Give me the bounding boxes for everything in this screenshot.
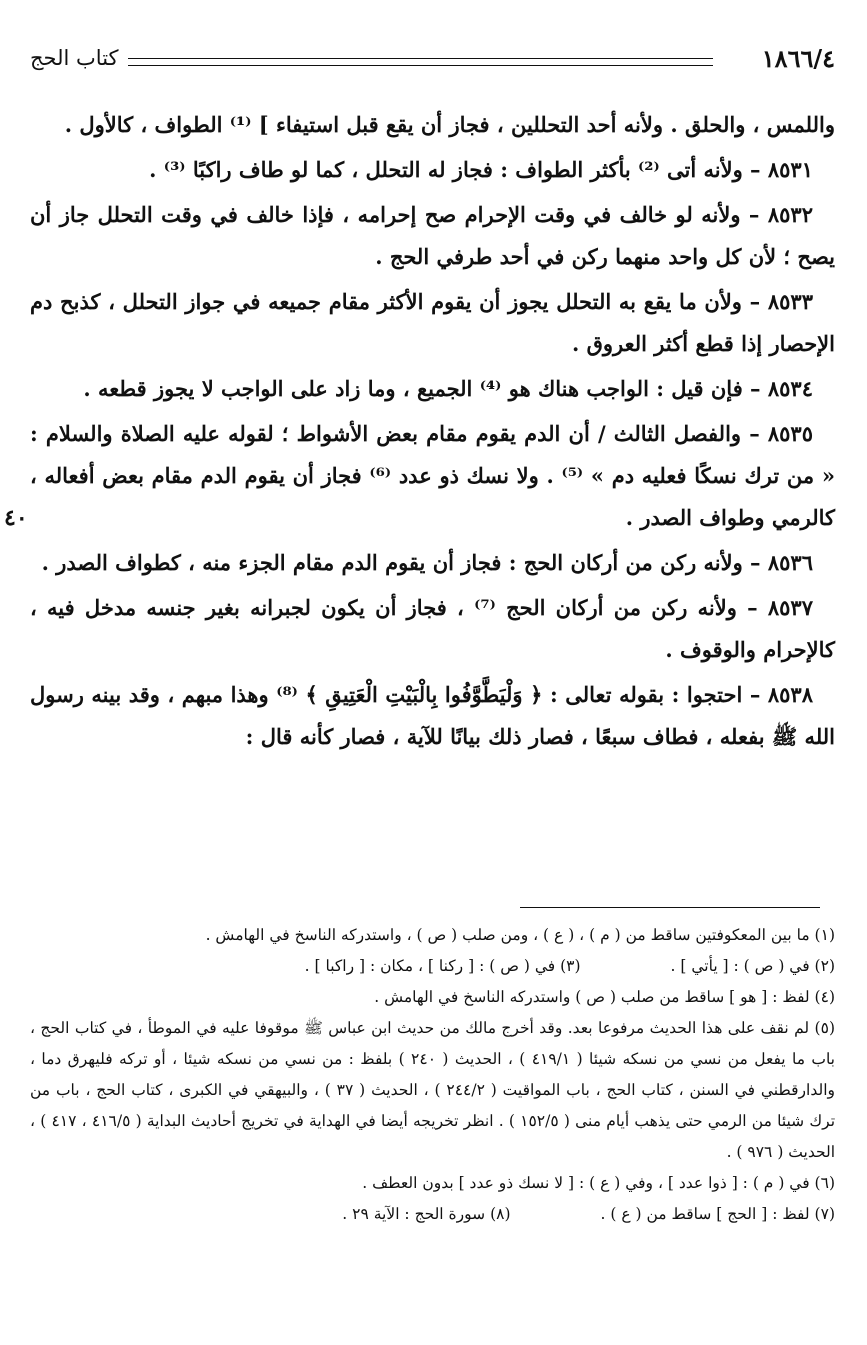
running-header (30, 44, 835, 80)
footnote-row (30, 1199, 835, 1230)
manuscript-folio-marker: ٤٠ (4, 505, 28, 531)
paragraph: ٨٥٣١ – ولأنه أتى ⁽²⁾ بأكثر الطواف : فجاز له التحلل ، كما لو طاف راكبًا ⁽³⁾ . (149, 157, 813, 182)
footnote: (٦) في ( م ) : [ ذوا عدد ] ، وفي ( ع ) : [ لا نسك ذو عدد ] بدون العطف . (362, 1174, 835, 1192)
paragraph: ٨٥٣٢ – ولأنه لو خالف في وقت الإحرام صح إحرامه ، فإذا خالف في وقت التحلل جاز أن يصح ؛ لأن كل واحد منهما ركن في أحد طرفي الحج . (30, 202, 835, 269)
footnote: (٣) في ( ص ) : [ ركنا ] ، مكان : [ راكبا ] . (304, 957, 581, 975)
footnote: (٤) لفظ : [ هو ] ساقط من صلب ( ص ) واستدركه الناسخ في الهامش . (374, 988, 835, 1006)
footnote: (٥) لم نقف على هذا الحديث مرفوعا بعد. وقد أخرج مالك من حديث ابن عباس ﷺ موقوفا عليه في الموطأ ، في كتاب الحج ، باب ما يفعل من نسي من نسكه شيئا ( ٤١٩/١ ) ، الحديث ( ٢٤٠ ) بلفظ : من نسي من نسكه شيئا ، أو تركه فليهرق دما ، والدارقطني في السنن ، كتاب الحج ، باب المواقيت ( ٢٤٤/٢ ) ، الحديث ( ٣٧ ) ، والبيهقي في الكبرى ، كتاب الحج ، باب من ترك شيئا من الرمي حتى يذهب أيام منى ( ١٥٢/٥ ) . انظر تخريجه أيضا في الهداية في تخريج أحاديث البداية ( ٤١٦/٥ ، ٤١٧ ) ، الحديث ( ٩٧٦ ) . (30, 1019, 836, 1161)
page-number: ١٨٦٦/٤ (761, 44, 835, 73)
footnote: (١) ما بين المعكوفتين ساقط من ( م ) ، ( ع ) ، ومن صلب ( ص ) ، واستدركه الناسخ في الهامش . (205, 926, 835, 944)
paragraph: ٨٥٣٣ – ولأن ما يقع به التحلل يجوز أن يقوم الأكثر مقام جميعه في جواز التحلل ، كذبح دم الإحصار إذا قطع أكثر العروق . (30, 289, 835, 356)
paragraph: ٨٥٣٥ – والفصل الثالث / أن الدم يقوم مقام بعض الأشواط ؛ لقوله عليه الصلاة والسلام : « من ترك نسكًا فعليه دم » ⁽⁵⁾ . ولا نسك ذو عدد ⁽⁶⁾ فجاز أن يقوم الدم مقام بعض أفعاله ، كالرمي وطواف الصدر . (30, 421, 835, 530)
paragraph: ٨٥٣٤ – فإن قيل : الواجب هناك هو ⁽⁴⁾ الجميع ، وما زاد على الواجب لا يجوز قطعه . (83, 376, 813, 401)
footnote-row (30, 951, 835, 982)
paragraph: ٨٥٣٧ – ولأنه ركن من أركان الحج ⁽⁷⁾ ، فجاز أن يكون لجبرانه بغير جنسه مدخل فيه ، كالإحرام والوقوف . (30, 595, 835, 662)
footnote-separator (520, 907, 820, 908)
main-text (30, 104, 835, 761)
book-title: كتاب الحج (30, 46, 119, 70)
paragraph: ٨٥٣٦ – ولأنه ركن من أركان الحج : فجاز أن يقوم الدم مقام الجزء منه ، كطواف الصدر . (41, 550, 813, 575)
paragraph: واللمس ، والحلق . ولأنه أحد التحللين ، فجاز أن يقع قبل استيفاء ] ⁽¹⁾ الطواف ، كالأول . (64, 112, 835, 137)
footnote: (٢) في ( ص ) : [ يأتي ] . (670, 957, 835, 975)
header-double-rule (128, 58, 713, 66)
footnote: (٧) لفظ : [ الحج ] ساقط من ( ع ) . (600, 1205, 835, 1223)
footnote: (٨) سورة الحج : الآية ٢٩ . (342, 1205, 511, 1223)
footnotes (30, 920, 835, 1230)
paragraph: ٨٥٣٨ – احتجوا : بقوله تعالى : ﴿ وَلْيَطَّوَّفُوا بِالْبَيْتِ الْعَتِيقِ ﴾ ⁽⁸⁾ وهذا مبهم ، وقد بينه رسول الله ﷺ بفعله ، فطاف سبعًا ، فصار ذلك بيانًا للآية ، فصار كأنه قال : (30, 682, 835, 749)
